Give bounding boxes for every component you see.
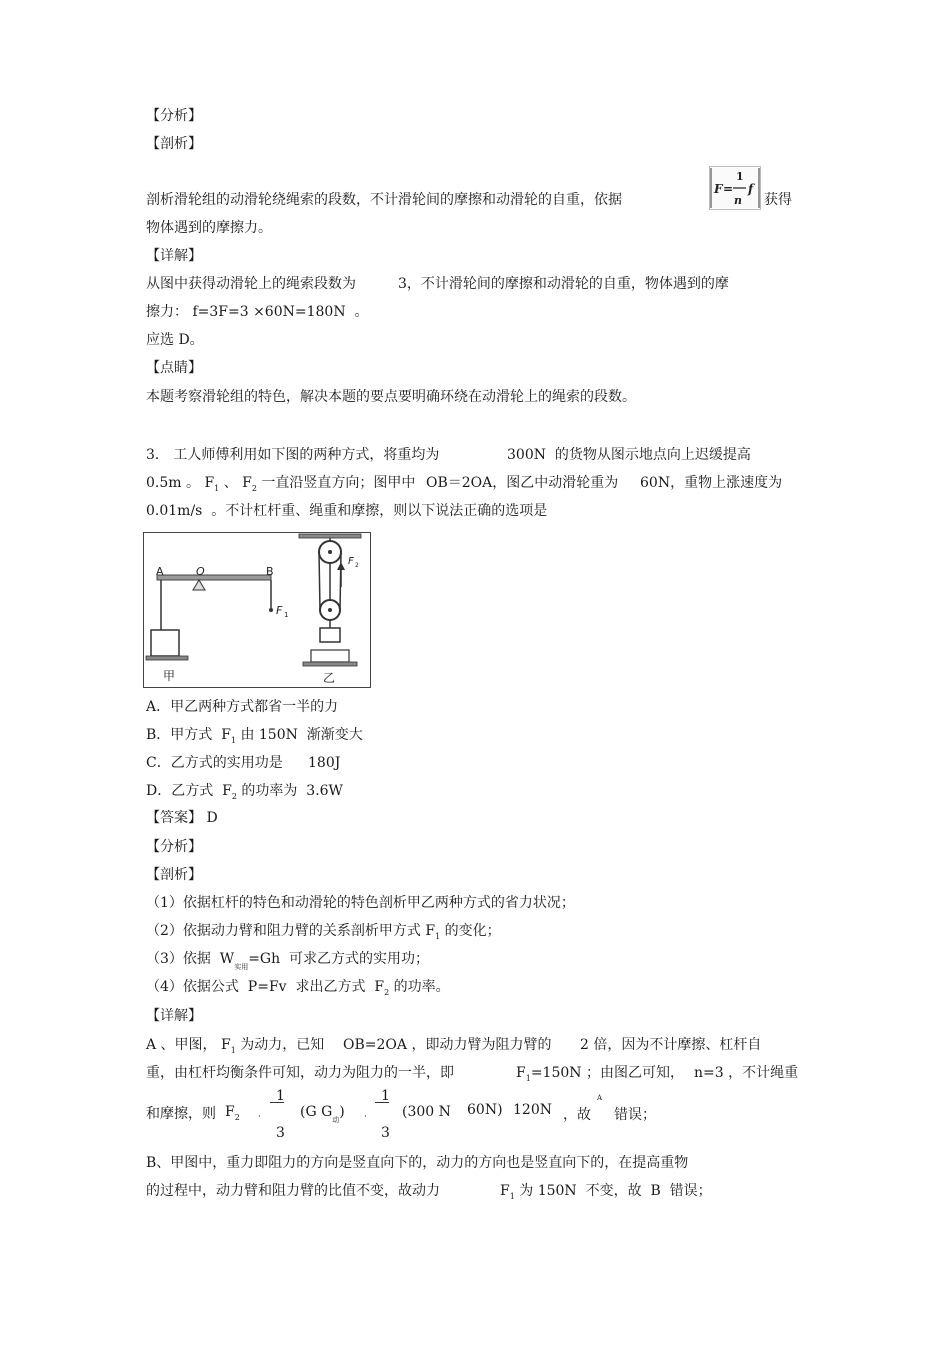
formula-image	[709, 166, 761, 210]
dissection-text: 剖析滑轮组的动滑轮绕绳索的段数，不计滑轮间的摩擦和动滑轮的自重，依据	[146, 192, 622, 208]
detail-a-line-1c: OB=2OA ，即动力臂为阻力臂的	[343, 1037, 552, 1053]
q3-line-3: 0.01m/s 。不计杠杆重、绳重和摩擦，则以下说法正确的选项是	[146, 503, 548, 519]
detail-line-2: 擦力： f=3F=3 ×60N=180N 。	[146, 304, 369, 320]
detail-heading: 【详解】	[146, 248, 202, 264]
detail-a-line-1d: 2 倍，因为不计摩擦、杠杆自	[580, 1037, 762, 1053]
svg-text:2: 2	[355, 562, 359, 569]
q3-line-1b: 300N 的货物从图示地点向上迟缓提高	[507, 447, 751, 463]
q3-line-1a: 3． 工人师傅利用如下图的两种方式，将重均为	[146, 447, 440, 463]
detail-line-3: 应选 D。	[146, 332, 204, 348]
detail-a-line-2d: n=3 ，不计绳重	[694, 1065, 799, 1081]
option-c-value: 180J	[308, 755, 341, 771]
svg-text:O: O	[196, 565, 205, 578]
detail-a-line-2: 重，由杠杆均衡条件可知，动力为阻力的一半，即	[146, 1065, 454, 1081]
answer: 【答案】 D	[146, 810, 218, 826]
lever-pulley-figure	[143, 532, 371, 688]
formula-num-2: 1	[381, 1088, 390, 1104]
formula-gu: ，故	[563, 1107, 591, 1123]
svg-text:n: n	[734, 194, 742, 207]
svg-text:F: F	[276, 604, 283, 617]
svg-text:F: F	[714, 182, 723, 196]
formula-dot-1: ·	[258, 1112, 261, 1122]
svg-text:=: =	[723, 182, 734, 196]
q3-line-2d: OB＝2OA，图乙中动滑轮重为	[426, 475, 619, 491]
q3-line-2e: 60N，重物上涨速度为	[640, 475, 783, 491]
svg-text:1: 1	[284, 611, 289, 619]
formula-g-sum: (G $G_动$)	[300, 1104, 345, 1124]
formula-den-1: 3	[276, 1125, 285, 1141]
svg-text:F: F	[348, 556, 354, 567]
detail-a-line-3: 和摩擦，则	[146, 1106, 216, 1122]
q3-line-2: 0.5m 。 $F_1$ 、 $F_2$ 一直沿竖直方向；图甲中	[146, 475, 416, 493]
dissection-heading: 【剖析】	[146, 136, 202, 152]
dissection-point-3: （3）依据 $W_{实用}=Gh$ 可求乙方式的实用功；	[146, 951, 430, 971]
svg-text:B: B	[266, 565, 274, 578]
option-b: B．甲方式 $F_1$ 由 150N 渐渐变大	[146, 727, 363, 745]
formula-num-1: 1	[276, 1088, 285, 1104]
dissection-text-end: 获得	[764, 192, 792, 208]
svg-text:A: A	[156, 565, 164, 578]
option-a: A．甲乙两种方式都省一半的力	[146, 699, 339, 715]
lever-bar	[157, 575, 271, 580]
formula-den-2: 3	[381, 1125, 390, 1141]
load-jia	[151, 630, 179, 656]
option-d: D．乙方式 $F_2$ 的功率为 3.6W	[146, 783, 343, 801]
formula-dot-2: ·	[364, 1112, 367, 1122]
svg-text:甲: 甲	[163, 669, 176, 683]
load-yi	[320, 628, 340, 642]
dissection-point-4: （4）依据公式 P=Fv 求出乙方式 $F_2$ 的功率。	[146, 979, 450, 997]
detail-line-1a: 从图中获得动滑轮上的绳索段数为	[146, 276, 356, 292]
formula-bar-1	[270, 1102, 284, 1103]
formula-bar-2	[375, 1102, 389, 1103]
detail-a-line-1: A 、甲图， $F_1$ 为动力，已知	[146, 1037, 325, 1055]
detail-a-line-2b: $F_1=150N$ ；由图乙可知，	[516, 1065, 684, 1083]
analysis-heading: 【分析】	[146, 108, 202, 124]
svg-text:1: 1	[736, 170, 744, 183]
detail-line-1b: 3，不计滑轮间的摩擦和动滑轮的自重，物体遇到的摩	[398, 276, 729, 292]
dissection-point-1: （1）依据杠杆的特色和动滑轮的特色剖析甲乙两种方式的省力状况；	[146, 895, 575, 911]
svg-text:乙: 乙	[323, 671, 336, 685]
formula-wrong: 错误；	[614, 1107, 656, 1123]
dissection-text-2: 物体遇到的摩擦力。	[146, 220, 272, 236]
q3-dissection-heading: 【剖析】	[146, 867, 202, 883]
formula-a-mark: A	[597, 1094, 603, 1102]
formula-60: 60N)	[467, 1102, 503, 1118]
dissection-point-2: （2）依据动力臂和阻力臂的关系剖析甲方式 $F_1$ 的变化；	[146, 923, 501, 941]
detail-b-line-2b: $F_1$ 为 150N 不变，故 B 错误；	[500, 1183, 712, 1201]
formula-120: 120N	[513, 1102, 552, 1118]
formula-300: (300 N	[402, 1104, 451, 1120]
formula-f2: $F_2$	[225, 1104, 240, 1122]
highlight-text: 本题考察滑轮组的特色，解决本题的要点要明确环绕在动滑轮上的绳索的段数。	[146, 389, 636, 405]
highlight-heading: 【点睛】	[146, 360, 202, 376]
q3-detail-heading: 【详解】	[146, 1008, 202, 1024]
option-c: C．乙方式的实用功是	[146, 755, 283, 771]
detail-b-line-1: B、甲图中，重力即阻力的方向是竖直向下的，动力的方向也是竖直向下的，在提高重物	[146, 1155, 689, 1171]
q3-analysis-heading: 【分析】	[146, 839, 202, 855]
detail-b-line-2: 的过程中，动力臂和阻力臂的比值不变，故动力	[146, 1183, 440, 1199]
svg-text:f: f	[748, 182, 754, 196]
